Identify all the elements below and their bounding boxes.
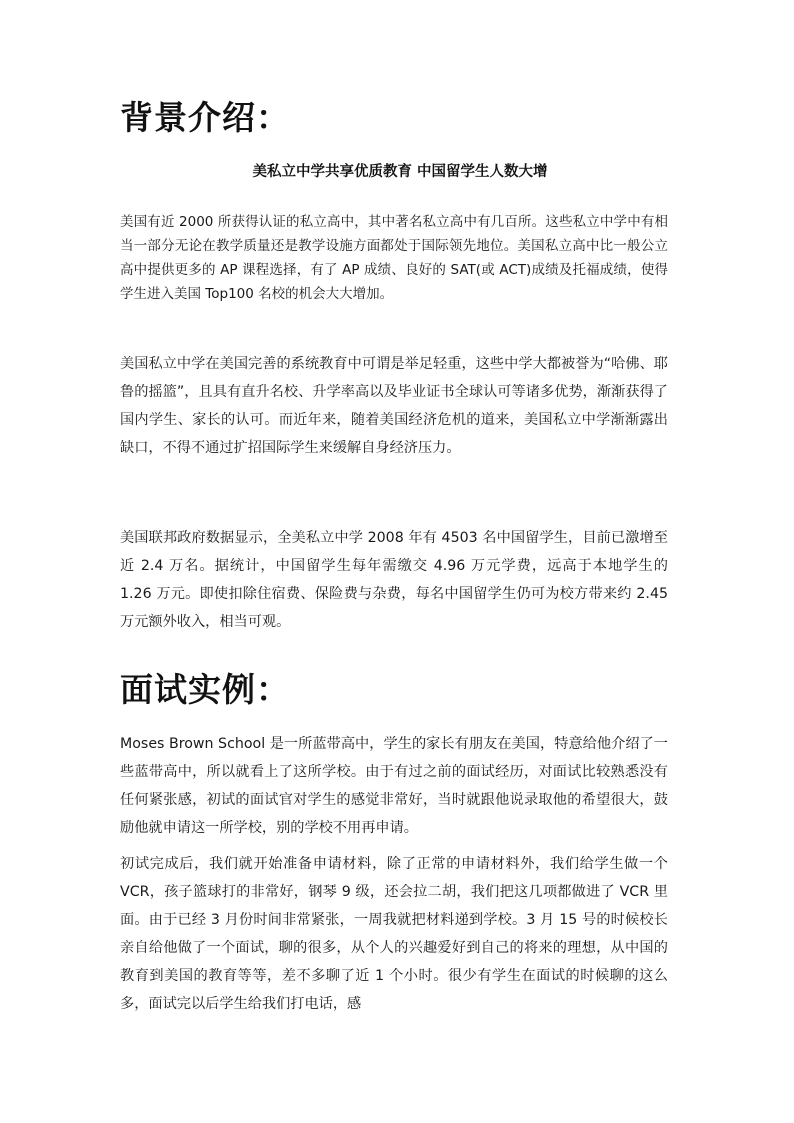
section-heading-background: 背景介绍： [120, 98, 290, 137]
paragraph-first-interview: 初试完成后，我们就开始准备申请材料，除了正常的申请材料外，我们给学生做一个 VCR，孩子篮球打的非常好，钢琴 9 级，还会拉二胡，我们把这几项都做进了 VCR 里面。由于已经 3 月份时间非常紧张，一周我就把材料递到学校。3 月 15 号的时候校长亲自给他做了一个面试，聊的很多，从个人的兴趣爱好到自己的将来的理想，从中国的教育到美国的教育等等，差不多聊了近 1 个小时。很少有学生在面试的时候聊的这么多，面试完以后学生给我们打电话，感 [120, 856, 668, 1012]
article-subtitle: 美私立中学共享优质教育 中国留学生人数大增 [252, 164, 548, 180]
paragraph-private-school-status: 美国私立中学在美国完善的系统教育中可谓是举足轻重，这些中学大都被誉为“哈佛、耶鲁的摇篮”，且具有直升名校、升学率高以及毕业证书全球认可等诸多优势，渐渐获得了国内学生、家长的认可。而近年来，随着美国经济危机的道来，美国私立中学渐渐露出缺口，不得不通过扩招国际学生来缓解自身经济压力。 [120, 356, 668, 456]
paragraph-moses-brown: Moses Brown School 是一所蓝带高中，学生的家长有朋友在美国，特意给他介绍了一些蓝带高中，所以就看上了这所学校。由于有过之前的面试经历，对面试比较熟悉没有任何紧张感，初试的面试官对学生的感觉非常好，当时就跟他说录取他的希望很大，鼓励他就申请这一所学校，别的学校不用再申请。 [120, 736, 668, 836]
section-heading-interview: 面试实例： [120, 670, 290, 709]
paragraph-federal-data: 美国联邦政府数据显示，全美私立中学 2008 年有 4503 名中国留学生，目前已激增至近 2.4 万名。据统计，中国留学生每年需缴交 4.96 万元学费，远高于本地学生的 1.26 万元。即使扣除住宿费、保险费与杂费，每名中国留学生仍可为校方带来约 2.45 万元额外收入，相当可观。 [120, 530, 668, 630]
paragraph-private-school-count: 美国有近 2000 所获得认证的私立高中，其中著名私立高中有几百所。这些私立中学中有相当一部分无论在教学质量还是教学设施方面都处于国际领先地位。美国私立高中比一般公立高中提供更多的 AP 课程选择，有了 AP 成绩、良好的 SAT(或 ACT)成绩及托福成绩，使得学生进入美国 Top100 名校的机会大大增加。 [120, 214, 668, 302]
